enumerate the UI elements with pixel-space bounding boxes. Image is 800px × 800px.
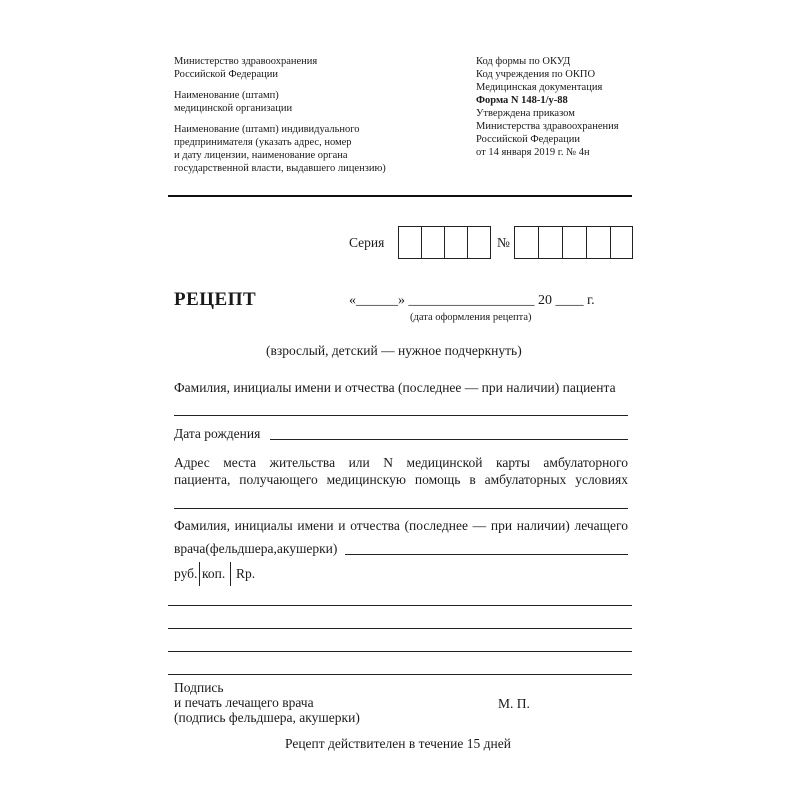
date-line: «______» __________________ 20 ____ г. (349, 293, 595, 308)
entrepreneur-line: предпринимателя (указать адрес, номер (174, 137, 352, 148)
header-left (174, 55, 386, 175)
entrepreneur-line: государственной власти, выдавшего лицензию) (174, 163, 386, 174)
med-doc-line: Медицинская документация (476, 82, 603, 93)
address-label-line1: Адрес места жительства или N медицинской карты амбулаторного (174, 455, 628, 470)
header-divider (168, 195, 632, 197)
number-box-divider (610, 226, 611, 259)
number-box-divider (538, 226, 539, 259)
approval-line: Российской Федерации (476, 134, 580, 145)
form-number: Форма N 148-1/у-88 (476, 95, 568, 106)
signature-line: (подпись фельдшера, акушерки) (174, 710, 360, 725)
prescription-line[interactable] (168, 605, 632, 606)
organization-line: Наименование (штамп) (174, 90, 279, 101)
doctor-label-line2: врача(фельдшера,акушерки) (174, 541, 338, 556)
rub-kop-divider (199, 562, 200, 586)
signature-line: Подпись (174, 680, 224, 695)
prescription-line[interactable] (168, 651, 632, 652)
prescription-line[interactable] (168, 674, 632, 675)
ministry-line: Российской Федерации (174, 69, 278, 80)
rp-label: Rp. (236, 566, 256, 581)
date-caption: (дата оформления рецепта) (410, 312, 532, 323)
validity-note: Рецепт действителен в течение 15 дней (285, 736, 511, 751)
series-label: Серия (349, 235, 385, 250)
entrepreneur-line: Наименование (штамп) индивидуального (174, 124, 360, 135)
number-box-divider (562, 226, 563, 259)
series-box-divider (467, 226, 468, 259)
header-right (476, 55, 619, 159)
approval-line: Министерства здравоохранения (476, 121, 619, 132)
prescription-title: РЕЦЕПТ (174, 289, 257, 310)
prescription-line[interactable] (168, 628, 632, 629)
number-box-group (514, 226, 633, 259)
okpo-line: Код учреждения по ОКПО (476, 69, 596, 80)
number-box-divider (586, 226, 587, 259)
birth-date-label: Дата рождения (174, 426, 261, 441)
approval-line: Утверждена приказом (476, 108, 575, 119)
signature-line: и печать лечащего врача (174, 695, 314, 710)
patient-name-label: Фамилия, инициалы имени и отчества (последнее — при наличии) пациента (174, 380, 616, 395)
signature-block (174, 680, 360, 725)
series-box-divider (444, 226, 445, 259)
age-note: (взрослый, детский — нужное подчеркнуть) (266, 343, 522, 358)
ministry-line: Министерство здравоохранения (174, 56, 318, 67)
entrepreneur-line: и дату лицензии, наименование органа (174, 150, 348, 161)
okud-line: Код формы по ОКУД (476, 56, 571, 67)
approval-line: от 14 января 2019 г. № 4н (476, 147, 590, 158)
patient-name-line[interactable] (174, 415, 628, 416)
organization-line: медицинской организации (174, 103, 293, 114)
doctor-line[interactable] (345, 554, 628, 555)
address-label-line2: пациента, получающего медицинскую помощь в амбулаторных условиях (174, 472, 628, 487)
doctor-label-line1: Фамилия, инициалы имени и отчества (последнее — при наличии) лечащего (174, 518, 628, 533)
address-line[interactable] (174, 508, 628, 509)
series-box-divider (421, 226, 422, 259)
rub-label: руб. (174, 566, 198, 581)
stamp-label: М. П. (498, 696, 530, 711)
birth-date-line[interactable] (270, 439, 628, 440)
kop-rp-divider (230, 562, 231, 586)
kop-label: коп. (202, 566, 226, 581)
number-label: № (497, 235, 510, 250)
